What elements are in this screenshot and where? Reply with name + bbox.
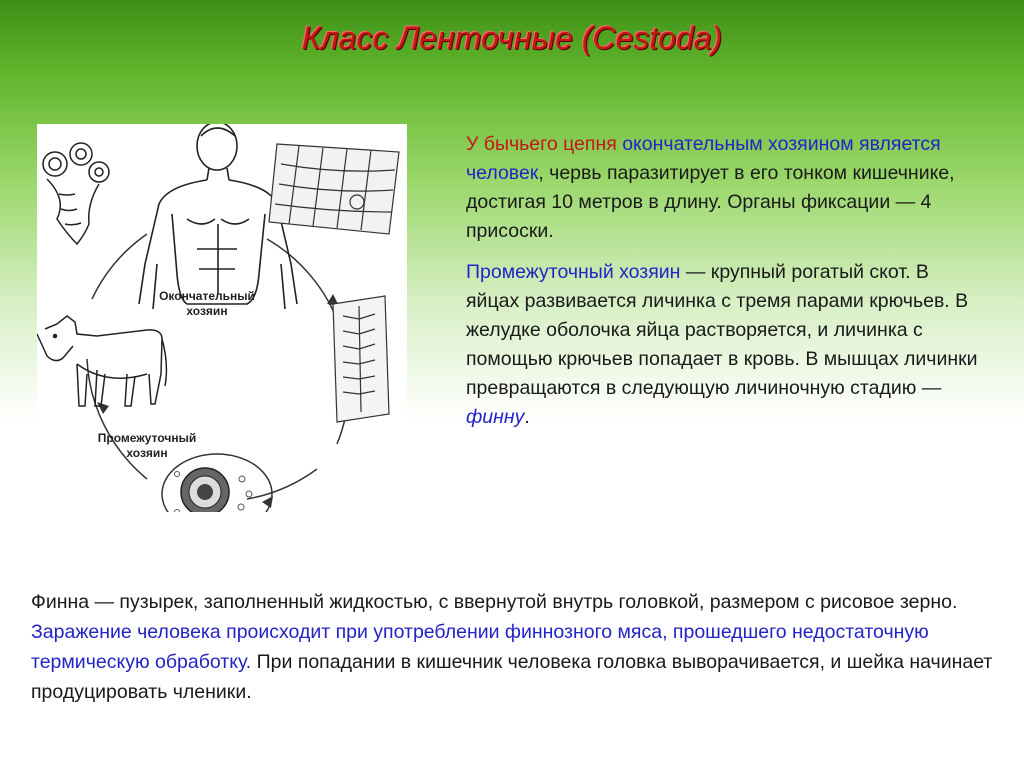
definitive-host-label-line1: Окончательный [159, 289, 255, 303]
infection-route: Заражение человека происходит при употреблении финнозного мяса, прошедшего недостаточную термическую обработку. [31, 621, 929, 673]
mature-segment-illustration [333, 296, 389, 422]
paragraph-definitive-host [466, 130, 986, 246]
description-block [466, 130, 986, 444]
definitive-host-label-line2: хозяин [186, 304, 228, 318]
paragraph-intermediate-host [466, 258, 986, 432]
slide-title: Класс Ленточные (Cestoda) [301, 20, 723, 56]
paragraph2-end: . [524, 406, 530, 428]
beef-tapeworm-phrase: У бычьего цепня [466, 133, 617, 155]
finna-term: финну [466, 406, 525, 428]
paragraph2-text: — крупный рогатый скот. В яйцах развивается личинка с тремя парами крючьев. В желудке оболочка яйца растворяется, и личинка с помощью крючьев попадает в кровь. В мышцах личинки превращаются в следующую личиночную стадию — [466, 261, 978, 399]
intermediate-host-label-line2: хозяин [126, 446, 168, 460]
intermediate-host-label [82, 431, 212, 461]
paragraph1-rest: , червь паразитирует в его тонком кишечнике, достигая 10 метров в длину. Органы фиксации — 4 присоски. [466, 162, 955, 242]
definitive-host-phrase: окончательным хозяином является человек [466, 133, 941, 184]
intermediate-host-phrase: Промежуточный хозяин [466, 261, 681, 283]
bottom-paragraph [31, 587, 1001, 707]
intermediate-host-label-line1: Промежуточный [97, 431, 197, 445]
finna-definition: Финна — пузырек, заполненный жидкостью, с ввернутой внутрь головкой, размером с рисовое зерно. [31, 591, 958, 613]
bottom-rest: При попадании в кишечник человека головка выворачивается, и шейка начинает продуцировать членики. [31, 651, 993, 703]
proglottid-chain-illustration [269, 144, 399, 234]
definitive-host-label [137, 289, 277, 319]
egg-illustration [162, 454, 272, 512]
cow-illustration [37, 316, 166, 406]
scolex-illustration [43, 143, 109, 244]
life-cycle-figure [37, 124, 407, 512]
cycle-arc-bottom [247, 469, 317, 499]
